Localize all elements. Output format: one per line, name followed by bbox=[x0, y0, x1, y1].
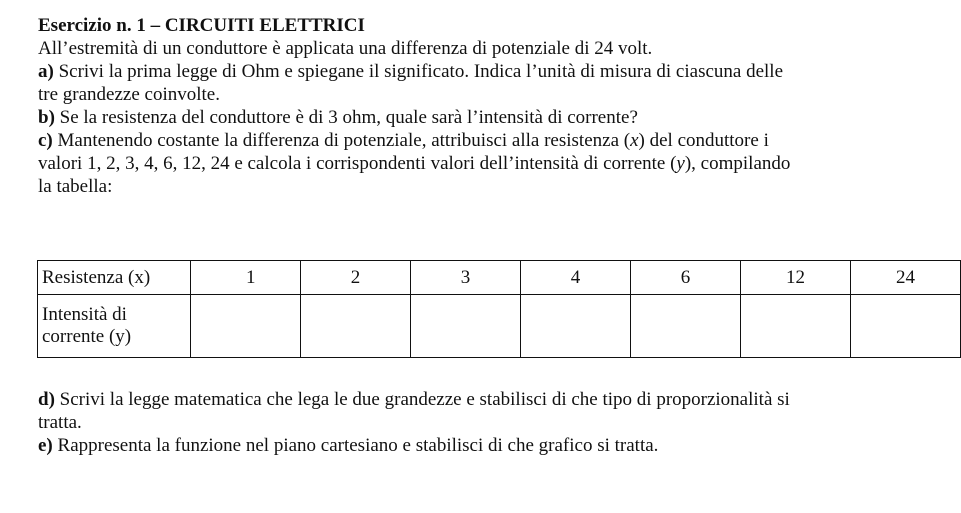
table-cell-current-empty bbox=[191, 295, 301, 358]
table-cell-current-empty bbox=[741, 295, 851, 358]
variable-x: x bbox=[630, 130, 639, 151]
exercise-text bbox=[38, 14, 950, 198]
exercise-title: Esercizio n. 1 – CIRCUITI ELETTRICI bbox=[38, 15, 365, 36]
question-c-label: c) bbox=[38, 130, 53, 151]
table-cell-resistance: 24 bbox=[851, 261, 961, 295]
table-cell-resistance: 3 bbox=[411, 261, 521, 295]
table-cell-current-empty bbox=[851, 295, 961, 358]
question-c-line2-pre: valori 1, 2, 3, 4, 6, 12, 24 e calcola i corrispondenti valori dell’intensità di corrente ( bbox=[38, 153, 677, 174]
question-c-line3: la tabella: bbox=[38, 176, 113, 197]
table-cell-current-empty bbox=[301, 295, 411, 358]
table-cell-current-empty bbox=[411, 295, 521, 358]
table-cell-current-empty bbox=[521, 295, 631, 358]
exercise-intro: All’estremità di un conduttore è applicata una differenza di potenziale di 24 volt. bbox=[38, 38, 653, 59]
table-header-current-line1: Intensità di bbox=[42, 304, 127, 325]
question-e-text: Rappresenta la funzione nel piano cartesiano e stabilisci di che grafico si tratta. bbox=[52, 435, 659, 456]
question-c-line1-post: ) del conduttore i bbox=[638, 130, 769, 151]
question-a-line1: Scrivi la prima legge di Ohm e spiegane il significato. Indica l’unità di misura di ciascuna delle bbox=[53, 61, 783, 82]
question-c-line1-pre: Mantenendo costante la differenza di potenziale, attribuisci alla resistenza ( bbox=[52, 130, 631, 151]
question-a-line2: tre grandezze coinvolte. bbox=[38, 84, 220, 105]
table-cell-resistance: 12 bbox=[741, 261, 851, 295]
table-cell-resistance: 1 bbox=[191, 261, 301, 295]
table-header-resistance: Resistenza (x) bbox=[38, 261, 191, 295]
question-b-text: Se la resistenza del conduttore è di 3 ohm, quale sarà l’intensità di corrente? bbox=[54, 107, 638, 128]
question-d-label: d) bbox=[38, 389, 55, 410]
table-header-current bbox=[38, 295, 191, 358]
variable-y: y bbox=[676, 153, 685, 174]
exercise-text-continued bbox=[38, 388, 950, 457]
question-a bbox=[38, 60, 950, 106]
question-e bbox=[38, 434, 950, 457]
table-cell-resistance: 4 bbox=[521, 261, 631, 295]
table-row-current bbox=[38, 295, 961, 358]
question-b bbox=[38, 106, 950, 129]
table-header-current-line2: corrente (y) bbox=[42, 326, 132, 347]
question-d-line2: tratta. bbox=[38, 412, 82, 433]
resistance-current-table bbox=[37, 260, 961, 358]
table-cell-resistance: 2 bbox=[301, 261, 411, 295]
question-b-label: b) bbox=[38, 107, 55, 128]
question-c bbox=[38, 129, 950, 198]
table-cell-resistance: 6 bbox=[631, 261, 741, 295]
question-a-label: a) bbox=[38, 61, 54, 82]
table-cell-current-empty bbox=[631, 295, 741, 358]
table-row-resistance bbox=[38, 261, 961, 295]
question-d-line1: Scrivi la legge matematica che lega le due grandezze e stabilisci di che tipo di proporzionalità si bbox=[54, 389, 790, 410]
question-e-label: e) bbox=[38, 435, 53, 456]
question-d bbox=[38, 388, 950, 434]
question-c-line2-post: ), compilando bbox=[684, 153, 791, 174]
